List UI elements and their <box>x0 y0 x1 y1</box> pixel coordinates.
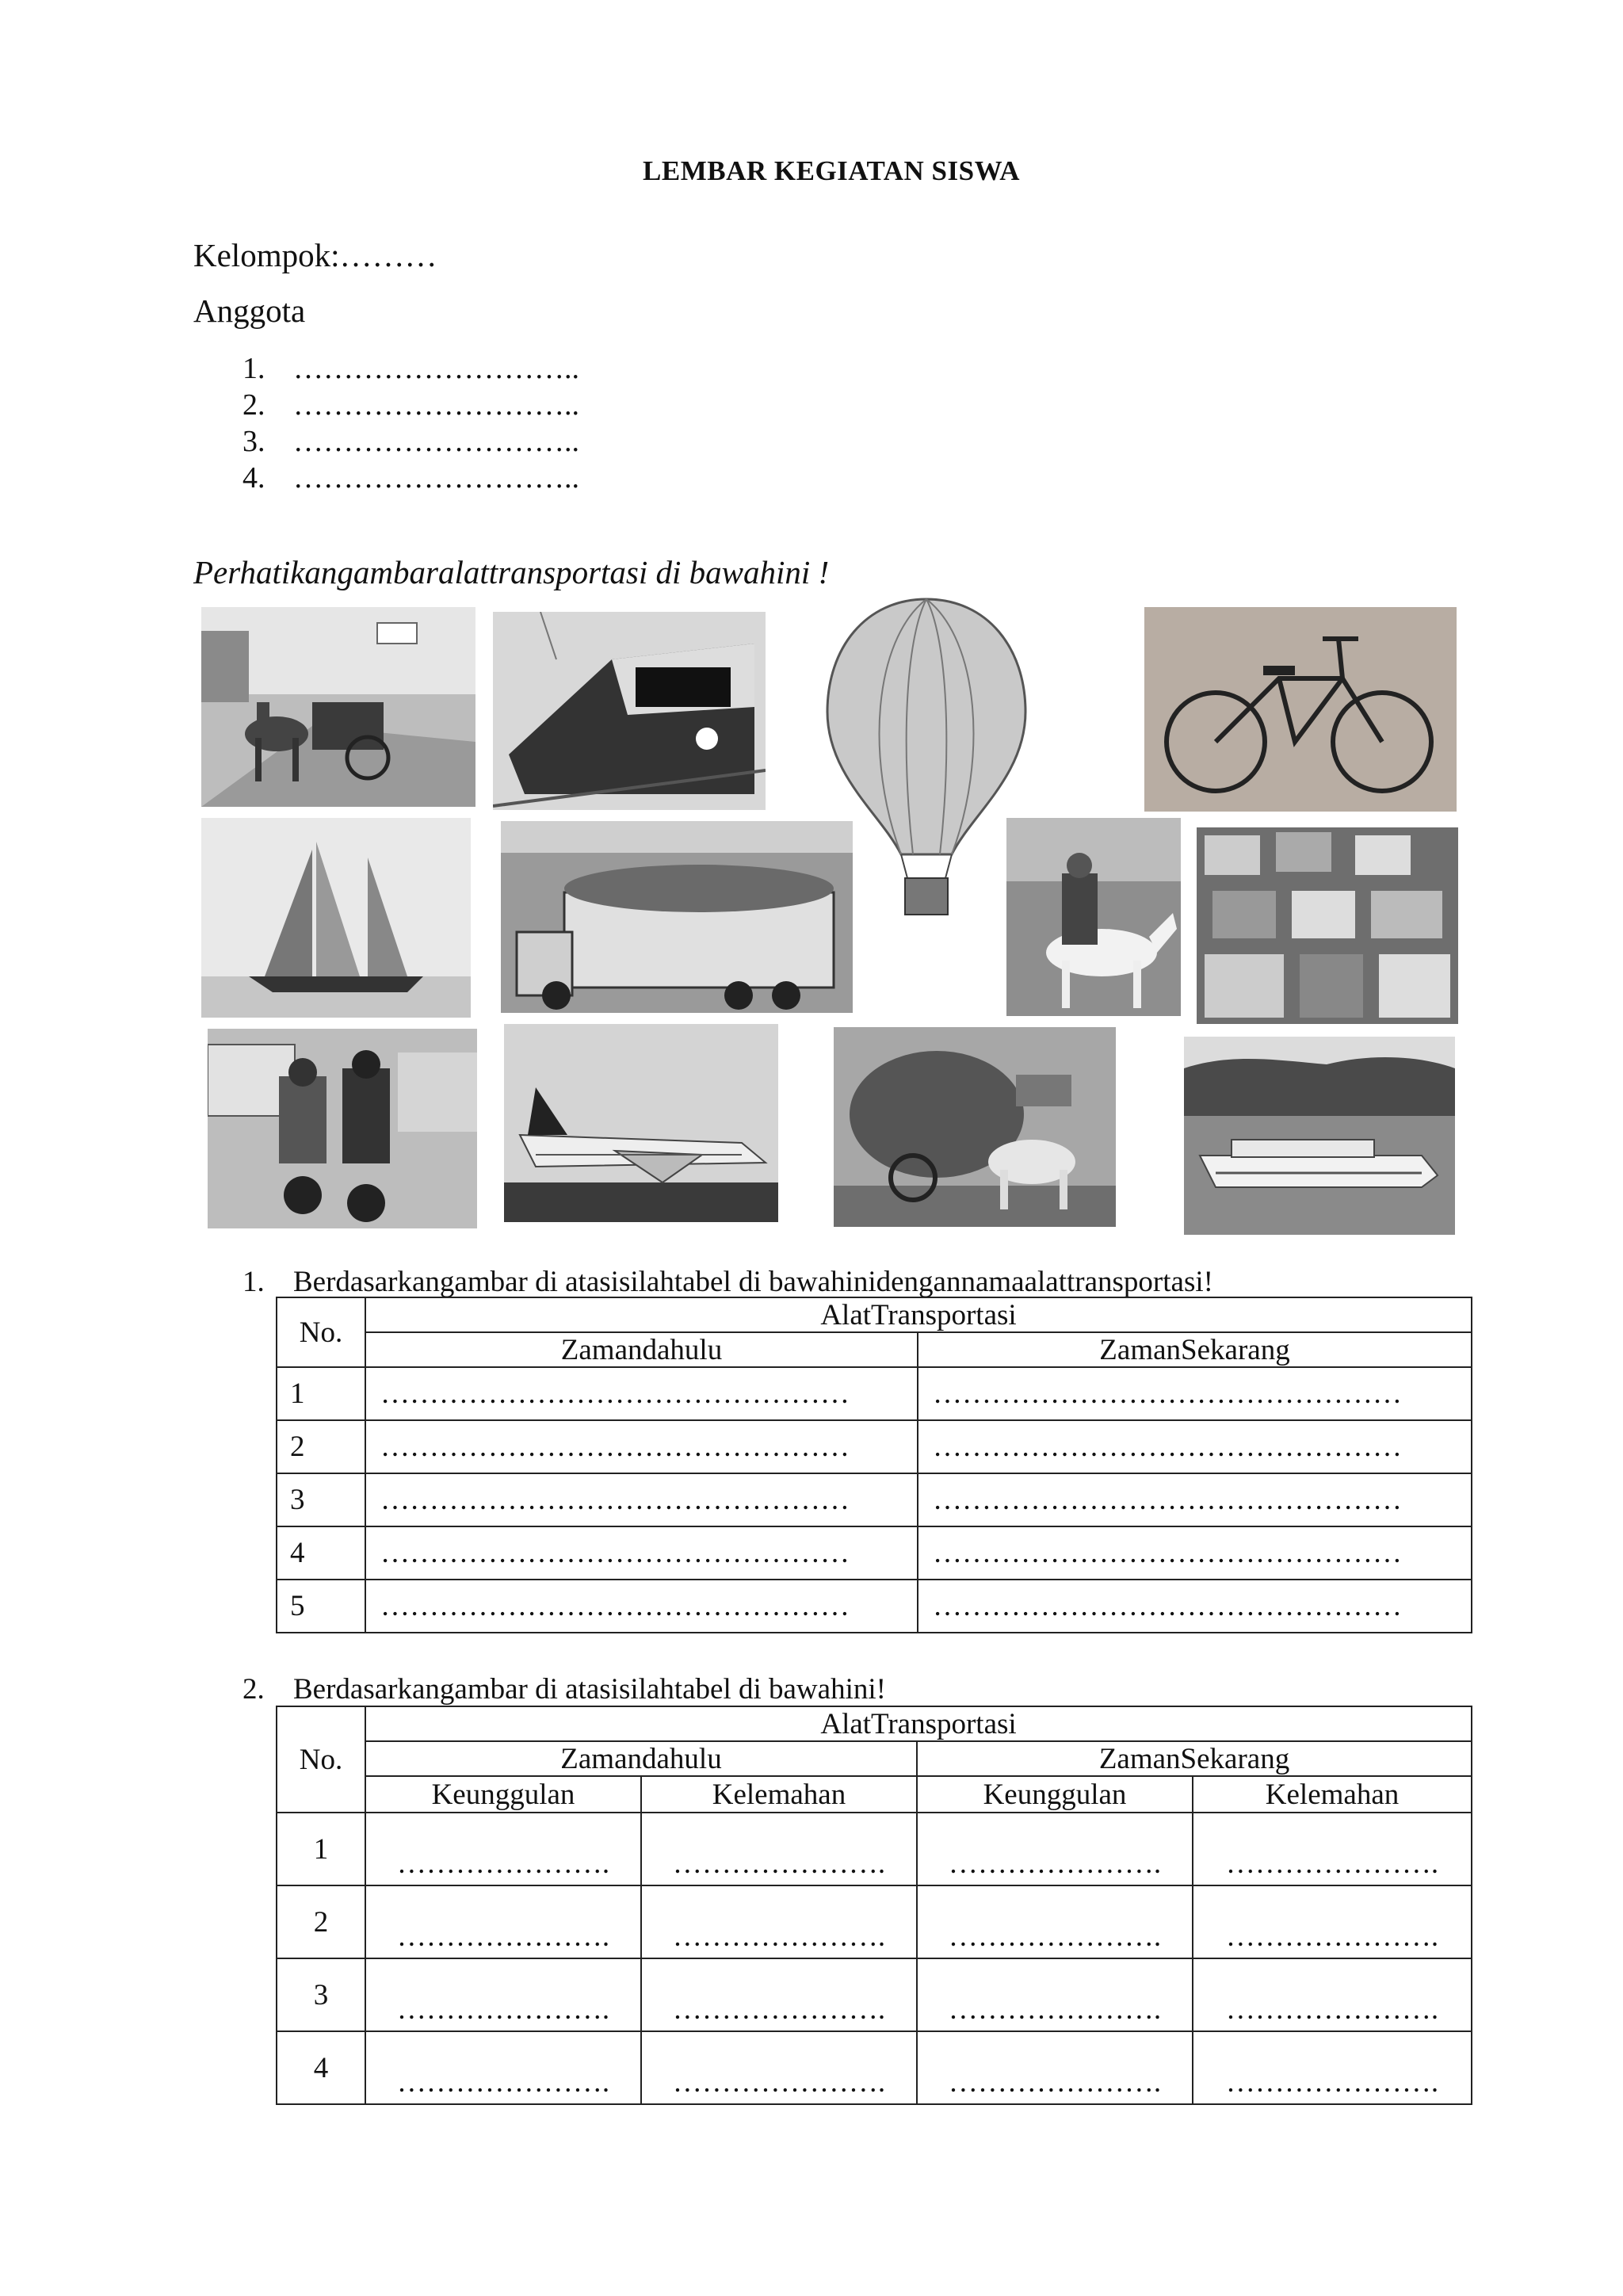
answer-cell[interactable]: ………………………………………… <box>365 1526 918 1580</box>
table-row <box>277 1367 1472 1420</box>
member-blank[interactable]: ……………………….. <box>293 425 579 458</box>
row-number: 3 <box>277 1958 365 2031</box>
question-2 <box>242 1672 886 1706</box>
motorcycles-photo <box>208 1029 477 1228</box>
member-blank[interactable]: ……………………….. <box>293 352 579 385</box>
question-text: Berdasarkangambar di atasisilahtabel di bawahini! <box>293 1673 886 1706</box>
table-row <box>277 1420 1472 1473</box>
row-number: 4 <box>277 1526 365 1580</box>
answer-cell[interactable]: …………………. <box>365 2031 641 2104</box>
table-row <box>277 1526 1472 1580</box>
answer-cell[interactable]: …………………. <box>917 1813 1193 1885</box>
traffic-cars-photo <box>1197 827 1458 1024</box>
airplane-photo <box>504 1024 778 1222</box>
answer-cell[interactable]: ………………………………………… <box>365 1420 918 1473</box>
row-number: 2 <box>277 1420 365 1473</box>
answer-cell[interactable]: ………………………………………… <box>365 1580 918 1633</box>
answer-cell[interactable]: ………………………………………… <box>918 1580 1472 1633</box>
col-header-no: No. <box>277 1297 365 1367</box>
member-blank[interactable]: ……………………….. <box>293 461 579 495</box>
sub-header-advantage: Keunggulan <box>365 1776 641 1813</box>
sub-header-weakness: Kelemahan <box>641 1776 917 1813</box>
col-header-now: ZamanSekarang <box>918 1332 1472 1367</box>
answer-cell[interactable]: ………………………………………… <box>918 1367 1472 1420</box>
answer-cell[interactable]: …………………. <box>1193 2031 1472 2104</box>
answer-cell[interactable]: ………………………………………… <box>918 1420 1472 1473</box>
answer-cell[interactable]: ………………………………………… <box>918 1526 1472 1580</box>
col-header-group: AlatTransportasi <box>365 1297 1472 1332</box>
group-field[interactable]: Kelompok:……… <box>193 237 437 273</box>
table-row <box>277 1958 1472 2031</box>
answer-cell[interactable]: …………………. <box>641 2031 917 2104</box>
question-number: 2. <box>242 1673 265 1706</box>
answer-cell[interactable]: …………………. <box>917 2031 1193 2104</box>
answer-cell[interactable]: …………………. <box>1193 1813 1472 1885</box>
member-line-3[interactable] <box>242 424 579 459</box>
horse-rider-photo <box>1006 818 1181 1016</box>
row-number: 2 <box>277 1885 365 1958</box>
answer-cell[interactable]: …………………. <box>917 1958 1193 2031</box>
answer-cell[interactable]: ………………………………………… <box>918 1473 1472 1526</box>
answer-cell[interactable]: …………………. <box>641 1958 917 2031</box>
member-blank[interactable]: ……………………….. <box>293 388 579 422</box>
members-label: Anggota <box>193 292 306 329</box>
table-row <box>277 1813 1472 1885</box>
sub-header-advantage: Keunggulan <box>917 1776 1193 1813</box>
answer-cell[interactable]: ………………………………………… <box>365 1367 918 1420</box>
row-number: 1 <box>277 1367 365 1420</box>
ferry-ship-photo <box>1184 1037 1455 1235</box>
table-row <box>277 1580 1472 1633</box>
row-number: 3 <box>277 1473 365 1526</box>
answer-cell[interactable]: …………………. <box>365 1813 641 1885</box>
truck-photo <box>501 821 853 1013</box>
member-line-4[interactable] <box>242 460 579 495</box>
col-header-past: Zamandahulu <box>365 1741 917 1776</box>
answer-cell[interactable]: …………………. <box>365 1885 641 1958</box>
horse-cart-photo <box>201 607 475 807</box>
answer-cell[interactable]: …………………. <box>1193 1958 1472 2031</box>
transport-names-table <box>276 1297 1472 1633</box>
col-header-no: No. <box>277 1706 365 1813</box>
table-row <box>277 2031 1472 2104</box>
member-line-2[interactable] <box>242 388 579 422</box>
row-number: 5 <box>277 1580 365 1633</box>
table-row <box>277 1885 1472 1958</box>
col-header-now: ZamanSekarang <box>917 1741 1472 1776</box>
sailboat-photo <box>201 818 471 1018</box>
question-text: Berdasarkangambar di atasisilahtabel di bawahinidengannamaalattransportasi! <box>293 1266 1213 1298</box>
table-row <box>277 1473 1472 1526</box>
question-number: 1. <box>242 1266 265 1298</box>
answer-cell[interactable]: …………………. <box>917 1885 1193 1958</box>
answer-cell[interactable]: …………………. <box>641 1813 917 1885</box>
train-photo <box>493 612 766 810</box>
answer-cell[interactable]: …………………. <box>641 1885 917 1958</box>
answer-cell[interactable]: ………………………………………… <box>365 1473 918 1526</box>
member-number: 3. <box>242 425 265 458</box>
advantages-table <box>276 1706 1472 2105</box>
bicycle-photo <box>1144 607 1457 812</box>
answer-cell[interactable]: …………………. <box>365 1958 641 2031</box>
member-line-1[interactable] <box>242 351 579 386</box>
question-1 <box>242 1265 1213 1299</box>
row-number: 4 <box>277 2031 365 2104</box>
col-header-past: Zamandahulu <box>365 1332 918 1367</box>
answer-cell[interactable]: …………………. <box>1193 1885 1472 1958</box>
col-header-group: AlatTransportasi <box>365 1706 1472 1741</box>
sub-header-weakness: Kelemahan <box>1193 1776 1472 1813</box>
member-number: 2. <box>242 388 265 422</box>
member-number: 1. <box>242 352 265 385</box>
instruction-text: Perhatikangambaralattransportasi di bawahini ! <box>193 554 830 590</box>
page-title: LEMBAR KEGIATAN SISWA <box>643 155 1020 186</box>
ox-cart-photo <box>834 1027 1116 1227</box>
member-number: 4. <box>242 461 265 495</box>
row-number: 1 <box>277 1813 365 1885</box>
